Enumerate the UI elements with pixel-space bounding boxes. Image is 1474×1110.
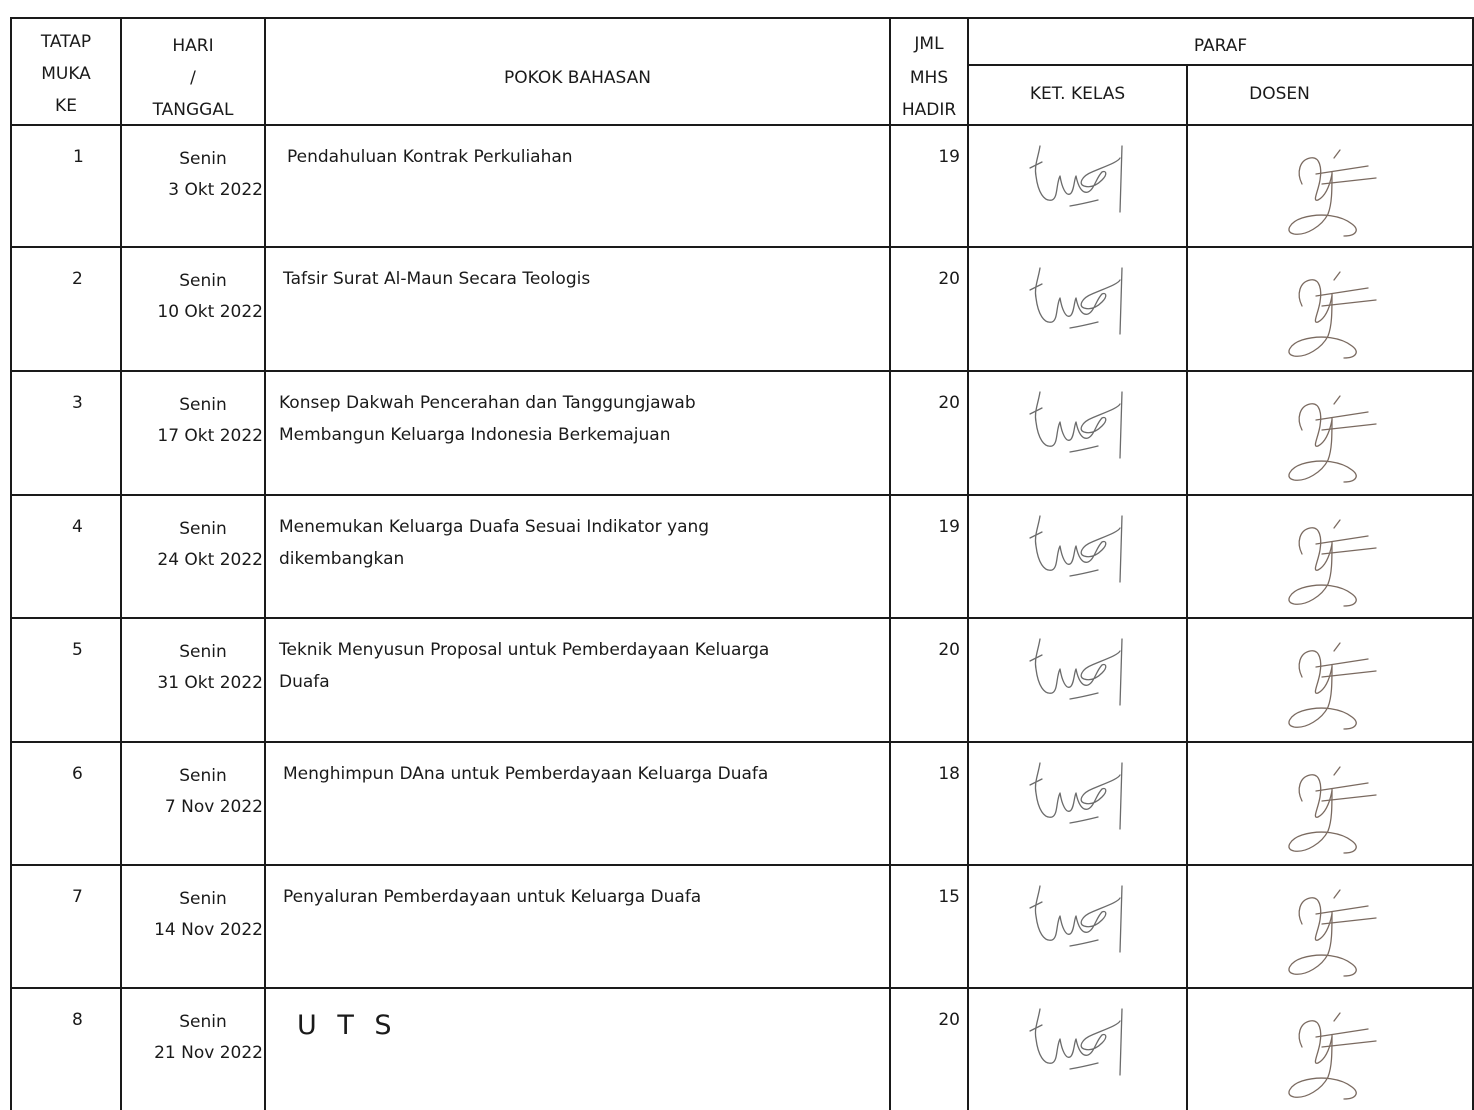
paraf-divider xyxy=(967,64,1474,66)
row-date: 7 Nov 2022 xyxy=(164,797,263,817)
row-topic: Penyaluran Pemberdayaan untuk Keluarga Duafa xyxy=(283,887,702,907)
row-date: 10 Okt 2022 xyxy=(157,302,263,322)
row-number: 7 xyxy=(72,887,83,907)
row-topic: Teknik Menyusun Proposal untuk Pemberdayaan Keluarga xyxy=(279,640,770,660)
row-topic: Menghimpun DAna untuk Pemberdayaan Keluarga Duafa xyxy=(283,764,769,784)
row-hadir: 15 xyxy=(938,887,960,907)
row-date: 14 Nov 2022 xyxy=(154,920,263,940)
header-mhs: MHS xyxy=(909,68,949,88)
row-divider xyxy=(10,864,1474,866)
row-topic: Pendahuluan Kontrak Perkuliahan xyxy=(287,147,573,167)
dosen-signature xyxy=(1272,144,1392,244)
row-topic: dikembangkan xyxy=(279,549,405,569)
ket-kelas-signature xyxy=(1026,382,1136,472)
row-divider xyxy=(10,370,1474,372)
ket-kelas-signature xyxy=(1026,999,1136,1089)
row-day: Senin xyxy=(179,519,227,539)
header-tanggal: TANGGAL xyxy=(152,100,234,120)
row-day: Senin xyxy=(179,642,227,662)
row-divider xyxy=(10,741,1474,743)
row-hadir: 20 xyxy=(938,1010,960,1030)
header-ke: KE xyxy=(55,96,77,116)
row-date: 17 Okt 2022 xyxy=(157,426,263,446)
row-divider xyxy=(10,987,1474,989)
row-number: 2 xyxy=(72,269,83,289)
dosen-signature xyxy=(1272,761,1392,861)
header-paraf: PARAF xyxy=(1193,36,1248,56)
header-pokok-bahasan: POKOK BAHASAN xyxy=(504,68,651,88)
row-divider xyxy=(10,494,1474,496)
ket-kelas-signature xyxy=(1026,258,1136,348)
ket-kelas-signature xyxy=(1026,629,1136,719)
dosen-signature xyxy=(1272,884,1392,984)
row-number: 3 xyxy=(72,393,83,413)
row-day: Senin xyxy=(179,395,227,415)
row-hadir: 20 xyxy=(938,269,960,289)
dosen-signature xyxy=(1272,390,1392,490)
row-topic: Membangun Keluarga Indonesia Berkemajuan xyxy=(279,425,671,445)
col-divider xyxy=(264,17,266,1110)
table-top-border xyxy=(10,17,1474,19)
row-number: 1 xyxy=(73,147,84,167)
row-number: 5 xyxy=(72,640,83,660)
dosen-signature xyxy=(1272,266,1392,366)
row-topic: Tafsir Surat Al-Maun Secara Teologis xyxy=(283,269,591,289)
header-dosen: DOSEN xyxy=(1249,84,1310,104)
row-day: Senin xyxy=(179,1012,227,1032)
row-topic: Konsep Dakwah Pencerahan dan Tanggungjawab xyxy=(279,393,696,413)
row-number: 6 xyxy=(72,764,83,784)
header-jml: JML xyxy=(914,34,944,54)
header-tatap: TATAP xyxy=(40,32,92,52)
header-ket-kelas: KET. KELAS xyxy=(1029,84,1126,104)
row-date: 21 Nov 2022 xyxy=(154,1043,263,1063)
dosen-signature xyxy=(1272,514,1392,614)
col-divider xyxy=(967,17,969,1110)
dosen-signature xyxy=(1272,637,1392,737)
row-day: Senin xyxy=(179,271,227,291)
row-divider xyxy=(10,246,1474,248)
row-hadir: 18 xyxy=(938,764,960,784)
header-slash: / xyxy=(190,68,196,88)
ket-kelas-signature xyxy=(1026,506,1136,596)
dosen-signature xyxy=(1272,1007,1392,1107)
row-date: 3 Okt 2022 xyxy=(168,180,263,200)
row-topic: Duafa xyxy=(279,672,330,692)
header-muka: MUKA xyxy=(41,64,91,84)
ket-kelas-signature xyxy=(1026,136,1136,226)
row-topic: Menemukan Keluarga Duafa Sesuai Indikator yang xyxy=(279,517,710,537)
header-hadir: HADIR xyxy=(901,100,957,120)
row-hadir: 20 xyxy=(938,393,960,413)
row-day: Senin xyxy=(179,889,227,909)
row-date: 31 Okt 2022 xyxy=(157,673,263,693)
row-number: 8 xyxy=(72,1010,83,1030)
row-divider xyxy=(10,617,1474,619)
ket-kelas-signature xyxy=(1026,753,1136,843)
col-divider xyxy=(1186,64,1188,1110)
row-day: Senin xyxy=(179,149,227,169)
table-left-border xyxy=(10,17,12,1110)
row-day: Senin xyxy=(179,766,227,786)
row-topic: U T S xyxy=(297,1010,398,1041)
row-hadir: 19 xyxy=(938,147,960,167)
row-number: 4 xyxy=(72,517,83,537)
row-hadir: 20 xyxy=(938,640,960,660)
header-hari: HARI xyxy=(172,36,214,56)
row-hadir: 19 xyxy=(938,517,960,537)
col-divider xyxy=(889,17,891,1110)
ket-kelas-signature xyxy=(1026,876,1136,966)
row-date: 24 Okt 2022 xyxy=(157,550,263,570)
